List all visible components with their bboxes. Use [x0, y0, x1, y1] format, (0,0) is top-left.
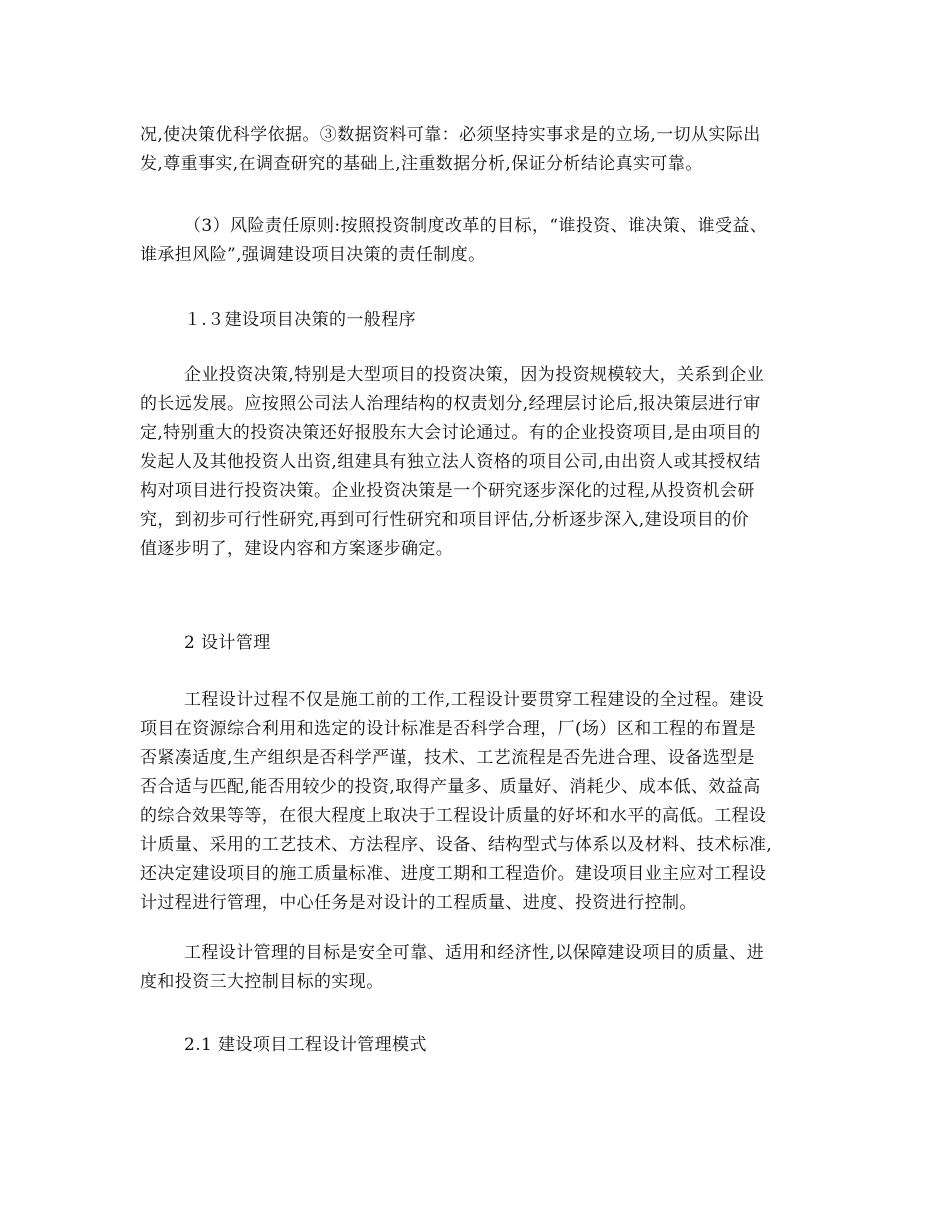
paragraph-continuation: [140, 121, 812, 179]
paragraph-risk-principle: [140, 212, 812, 270]
text-line: 工程设计过程不仅是施工前的工作,工程设计要贯穿工程建设的全过程。建设: [184, 690, 765, 710]
text-line: 计质量、采用的工艺技术、方法程序、设备、结构型式与体系以及材料、技术标准,: [140, 835, 773, 855]
text-line: 的长远发展。应按照公司法人治理结构的权责划分,经理层讨论后,报决策层进行审: [140, 394, 761, 414]
paragraph-engineering-design: [140, 686, 812, 918]
paragraph-design-goal: [140, 939, 812, 997]
text-line: （3）风险责任原则:按照投资制度改革的目标，“谁投资、谁决策、谁受益、: [184, 216, 768, 236]
text-line: 谁承担风险”,强调建设项目决策的责任制度。: [140, 245, 486, 265]
section-heading-2-1: [140, 1031, 812, 1060]
text-line: 还决定建设项目的施工质量标准、进度工期和工程造价。建设项目业主应对工程设: [140, 864, 767, 884]
text-line: 构对项目进行投资决策。企业投资决策是一个研究逐步深化的过程,从投资机会研: [140, 481, 755, 501]
text-line: 发起人及其他投资人出资,组建具有独立法人资格的项目公司,由出资人或其授权结: [140, 452, 761, 472]
text-line: 企业投资决策,特别是大型项目的投资决策，因为投资规模较大，关系到企业: [184, 365, 765, 385]
section-heading-1-3: [140, 306, 812, 335]
text-line: 度和投资三大控制目标的实现。: [140, 972, 384, 992]
text-line: 值逐步明了，建设内容和方案逐步确定。: [140, 539, 454, 559]
heading-text: １.３建设项目决策的一般程序: [184, 310, 417, 330]
text-line: 发,尊重事实,在调查研究的基础上,注重数据分析,保证分析结论真实可靠。: [140, 154, 703, 174]
heading-text: 2 设计管理: [184, 633, 271, 653]
text-line: 计过程进行管理，中心任务是对设计的工程质量、进度、投资进行控制。: [140, 893, 697, 913]
heading-text: 2.1 建设项目工程设计管理模式: [184, 1035, 427, 1055]
text-line: 究，到初步可行性研究,再到可行性研究和项目评估,分析逐步深入,建设项目的价: [140, 510, 750, 530]
text-line: 项目在资源综合利用和选定的设计标准是否科学合理，厂(场）区和工程的布置是: [140, 719, 757, 739]
text-line: 的综合效果等等，在很大程度上取决于工程设计质量的好坏和水平的高低。工程设: [140, 806, 767, 826]
text-line: 定,特别重大的投资决策还好报股东大会讨论通过。有的企业投资项目,是由项目的: [140, 423, 761, 443]
section-heading-2: [140, 629, 812, 658]
text-line: 否合适与匹配,能否用较少的投资,取得产量多、质量好、消耗少、成本低、效益高: [140, 777, 761, 797]
text-line: 工程设计管理的目标是安全可靠、适用和经济性,以保障建设项目的质量、进: [184, 943, 765, 963]
text-line: 否紧凑适度,生产组织是否科学严谨，技术、工艺流程是否先进合理、设备选型是: [140, 748, 755, 768]
text-line: 况,使决策优科学依据。③数据资料可靠：必须坚持实事求是的立场,一切从实际出: [140, 125, 761, 145]
paragraph-investment-decision: [140, 361, 812, 564]
